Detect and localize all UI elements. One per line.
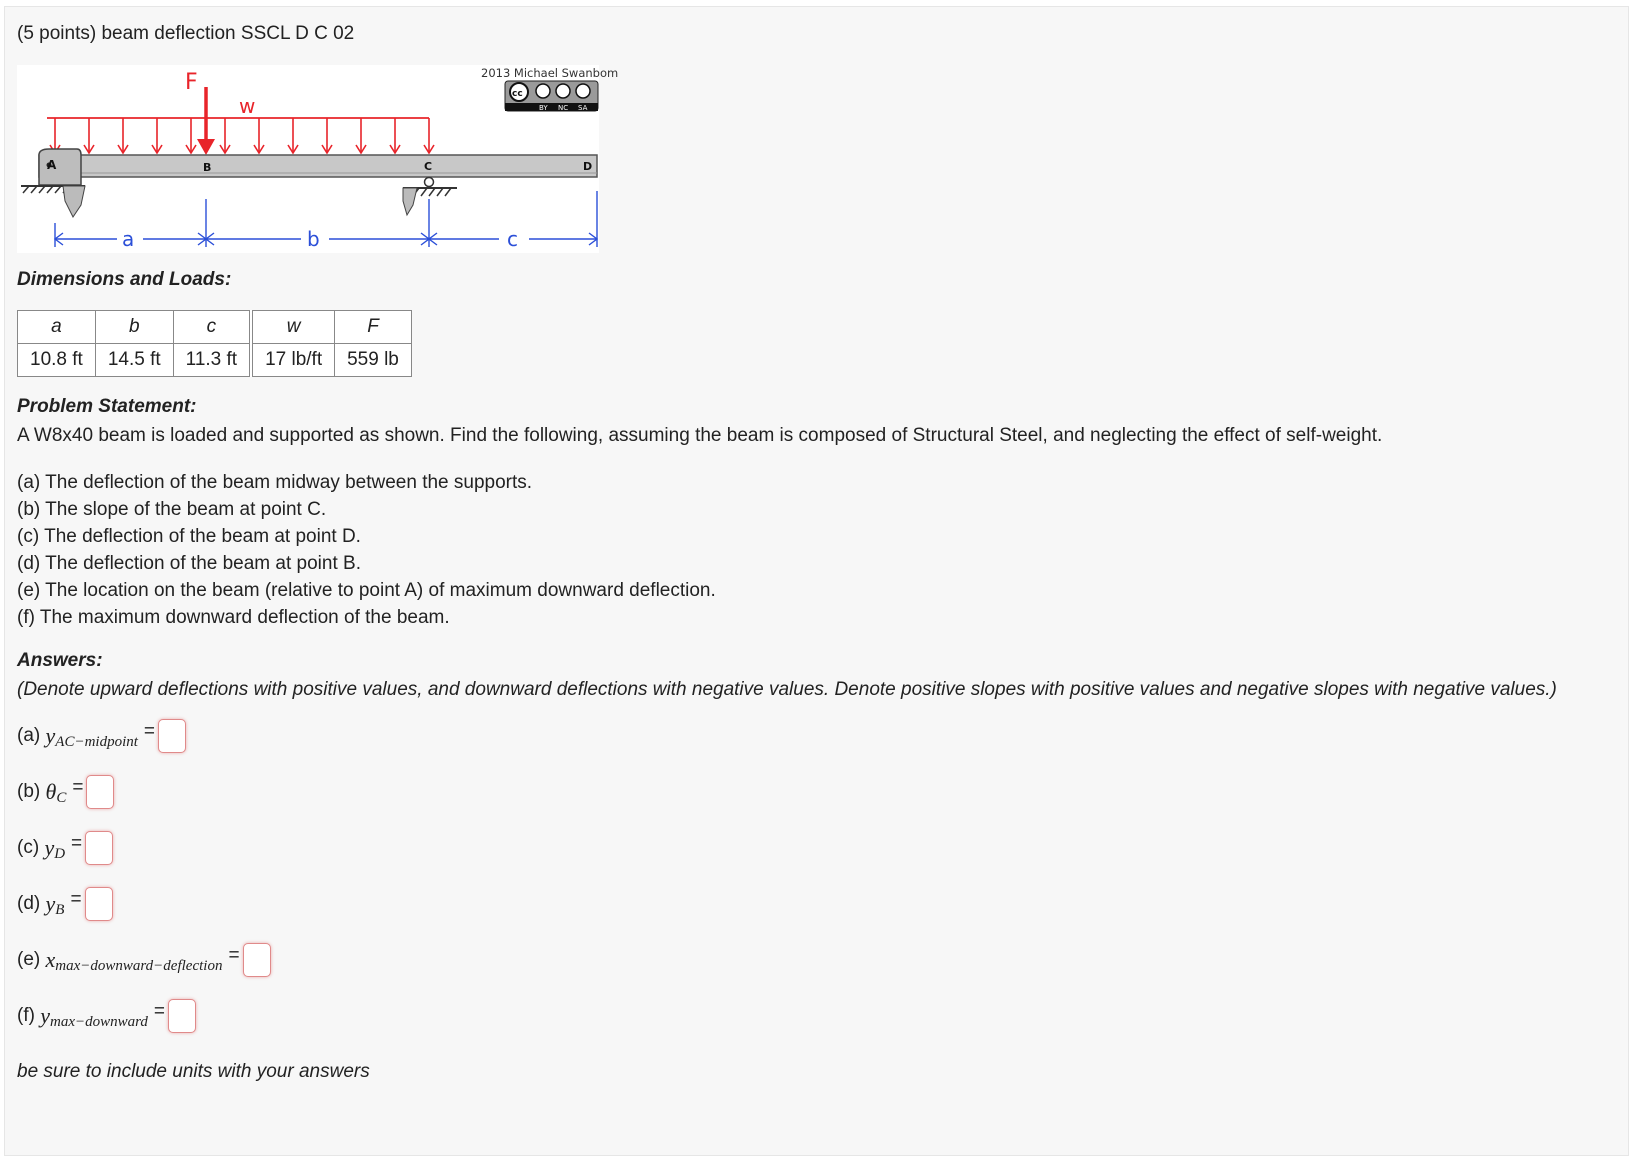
answer-subscript: C — [56, 789, 67, 806]
answer-symbol: y — [45, 891, 56, 916]
license-by: BY — [539, 104, 548, 112]
figure-credit: 2013 Michael Swanbom — [481, 66, 619, 80]
answer-prefix: (f) — [17, 1005, 35, 1026]
problem-statement: A W8x40 beam is loaded and supported as shown. Find the following, assuming the beam is composed of Structural Steel, and neglecting the effect of self-weight. — [17, 425, 1383, 446]
question-item: (f) The maximum downward deflection of the beam. — [17, 607, 450, 628]
answers-heading: Answers: — [17, 650, 103, 671]
answer-subscript: max−downward−deflection — [55, 957, 223, 974]
point-a-label: A — [47, 158, 57, 172]
question-item: (a) The deflection of the beam midway between the supports. — [17, 472, 533, 493]
answer-row-c — [17, 829, 113, 867]
answer-input-d[interactable] — [85, 887, 113, 921]
answer-symbol: y — [40, 1003, 50, 1028]
answer-prefix: (b) — [17, 781, 41, 802]
answer-symbol: x — [45, 947, 56, 972]
equals-sign: = — [143, 721, 156, 742]
dimensions-table — [17, 310, 412, 377]
header-cell: w — [251, 311, 335, 344]
equals-sign: = — [72, 777, 84, 798]
answer-row-f — [17, 997, 196, 1035]
license-sa: SA — [578, 104, 588, 112]
answer-row-e — [17, 941, 271, 979]
header-cell: F — [335, 311, 412, 344]
cc-license-icon — [505, 81, 598, 112]
units-reminder: be sure to include units with your answers — [17, 1061, 370, 1082]
value-cell: 17 lb/ft — [251, 344, 335, 377]
dimensions-heading: Dimensions and Loads: — [17, 269, 232, 290]
answer-prefix: (c) — [17, 837, 40, 858]
question-item: (d) The deflection of the beam at point B. — [17, 553, 361, 574]
answer-subscript: D — [54, 845, 66, 862]
answer-subscript: AC−midpoint — [55, 733, 138, 750]
question-item: (e) The location on the beam (relative to point A) of maximum downward deflection. — [17, 580, 716, 601]
value-cell: 11.3 ft — [173, 344, 251, 377]
point-b-label: B — [203, 161, 212, 174]
table-header-row — [18, 311, 412, 344]
answer-row-b — [17, 773, 114, 811]
answer-prefix: (d) — [17, 893, 41, 914]
question-item: (b) The slope of the beam at point C. — [17, 499, 327, 520]
value-cell: 10.8 ft — [18, 344, 96, 377]
answer-input-c[interactable] — [85, 831, 113, 865]
question-panel — [4, 6, 1629, 1156]
equals-sign: = — [70, 889, 82, 910]
answer-symbol: y — [44, 835, 55, 860]
answer-prefix: (e) — [17, 949, 41, 970]
answer-input-a[interactable] — [158, 719, 186, 753]
force-label: F — [185, 70, 198, 95]
answer-symbol: θ — [45, 779, 57, 804]
dim-c-label: c — [507, 227, 518, 251]
answer-input-b[interactable] — [86, 775, 114, 809]
question-list — [17, 469, 716, 631]
value-cell: 559 lb — [335, 344, 412, 377]
beam-diagram — [17, 65, 619, 253]
point-c-label: C — [424, 160, 433, 173]
answer-subscript: B — [55, 901, 65, 918]
dim-a-label: a — [122, 227, 135, 251]
problem-heading: Problem Statement: — [17, 396, 197, 417]
question-item: (c) The deflection of the beam at point D. — [17, 526, 361, 547]
table-row — [18, 344, 412, 377]
question-title: (5 points) beam deflection SSCL D C 02 — [17, 23, 355, 44]
answers-note: (Denote upward deflections with positive values, and downward deflections with negative values. Denote positive slopes with positive values and negative slopes with negative values.) — [17, 679, 1557, 700]
equals-sign: = — [71, 833, 83, 854]
header-cell: b — [95, 311, 173, 344]
beam-figure — [17, 65, 619, 253]
answer-input-f[interactable] — [168, 999, 196, 1033]
answer-prefix: (a) — [17, 725, 41, 746]
header-cell: a — [18, 311, 96, 344]
answer-row-a — [17, 717, 186, 755]
load-label: w — [239, 94, 256, 118]
answer-row-d — [17, 885, 113, 923]
dim-b-label: b — [307, 227, 320, 251]
answer-symbol: y — [45, 723, 56, 748]
equals-sign: = — [153, 1001, 165, 1022]
license-nc: NC — [558, 104, 569, 112]
equals-sign: = — [228, 945, 240, 966]
value-cell: 14.5 ft — [95, 344, 173, 377]
svg-text:cc: cc — [512, 89, 523, 99]
answer-input-e[interactable] — [243, 943, 271, 977]
answer-subscript: max−downward — [49, 1013, 148, 1030]
header-cell: c — [173, 311, 251, 344]
point-d-label: D — [583, 160, 593, 173]
